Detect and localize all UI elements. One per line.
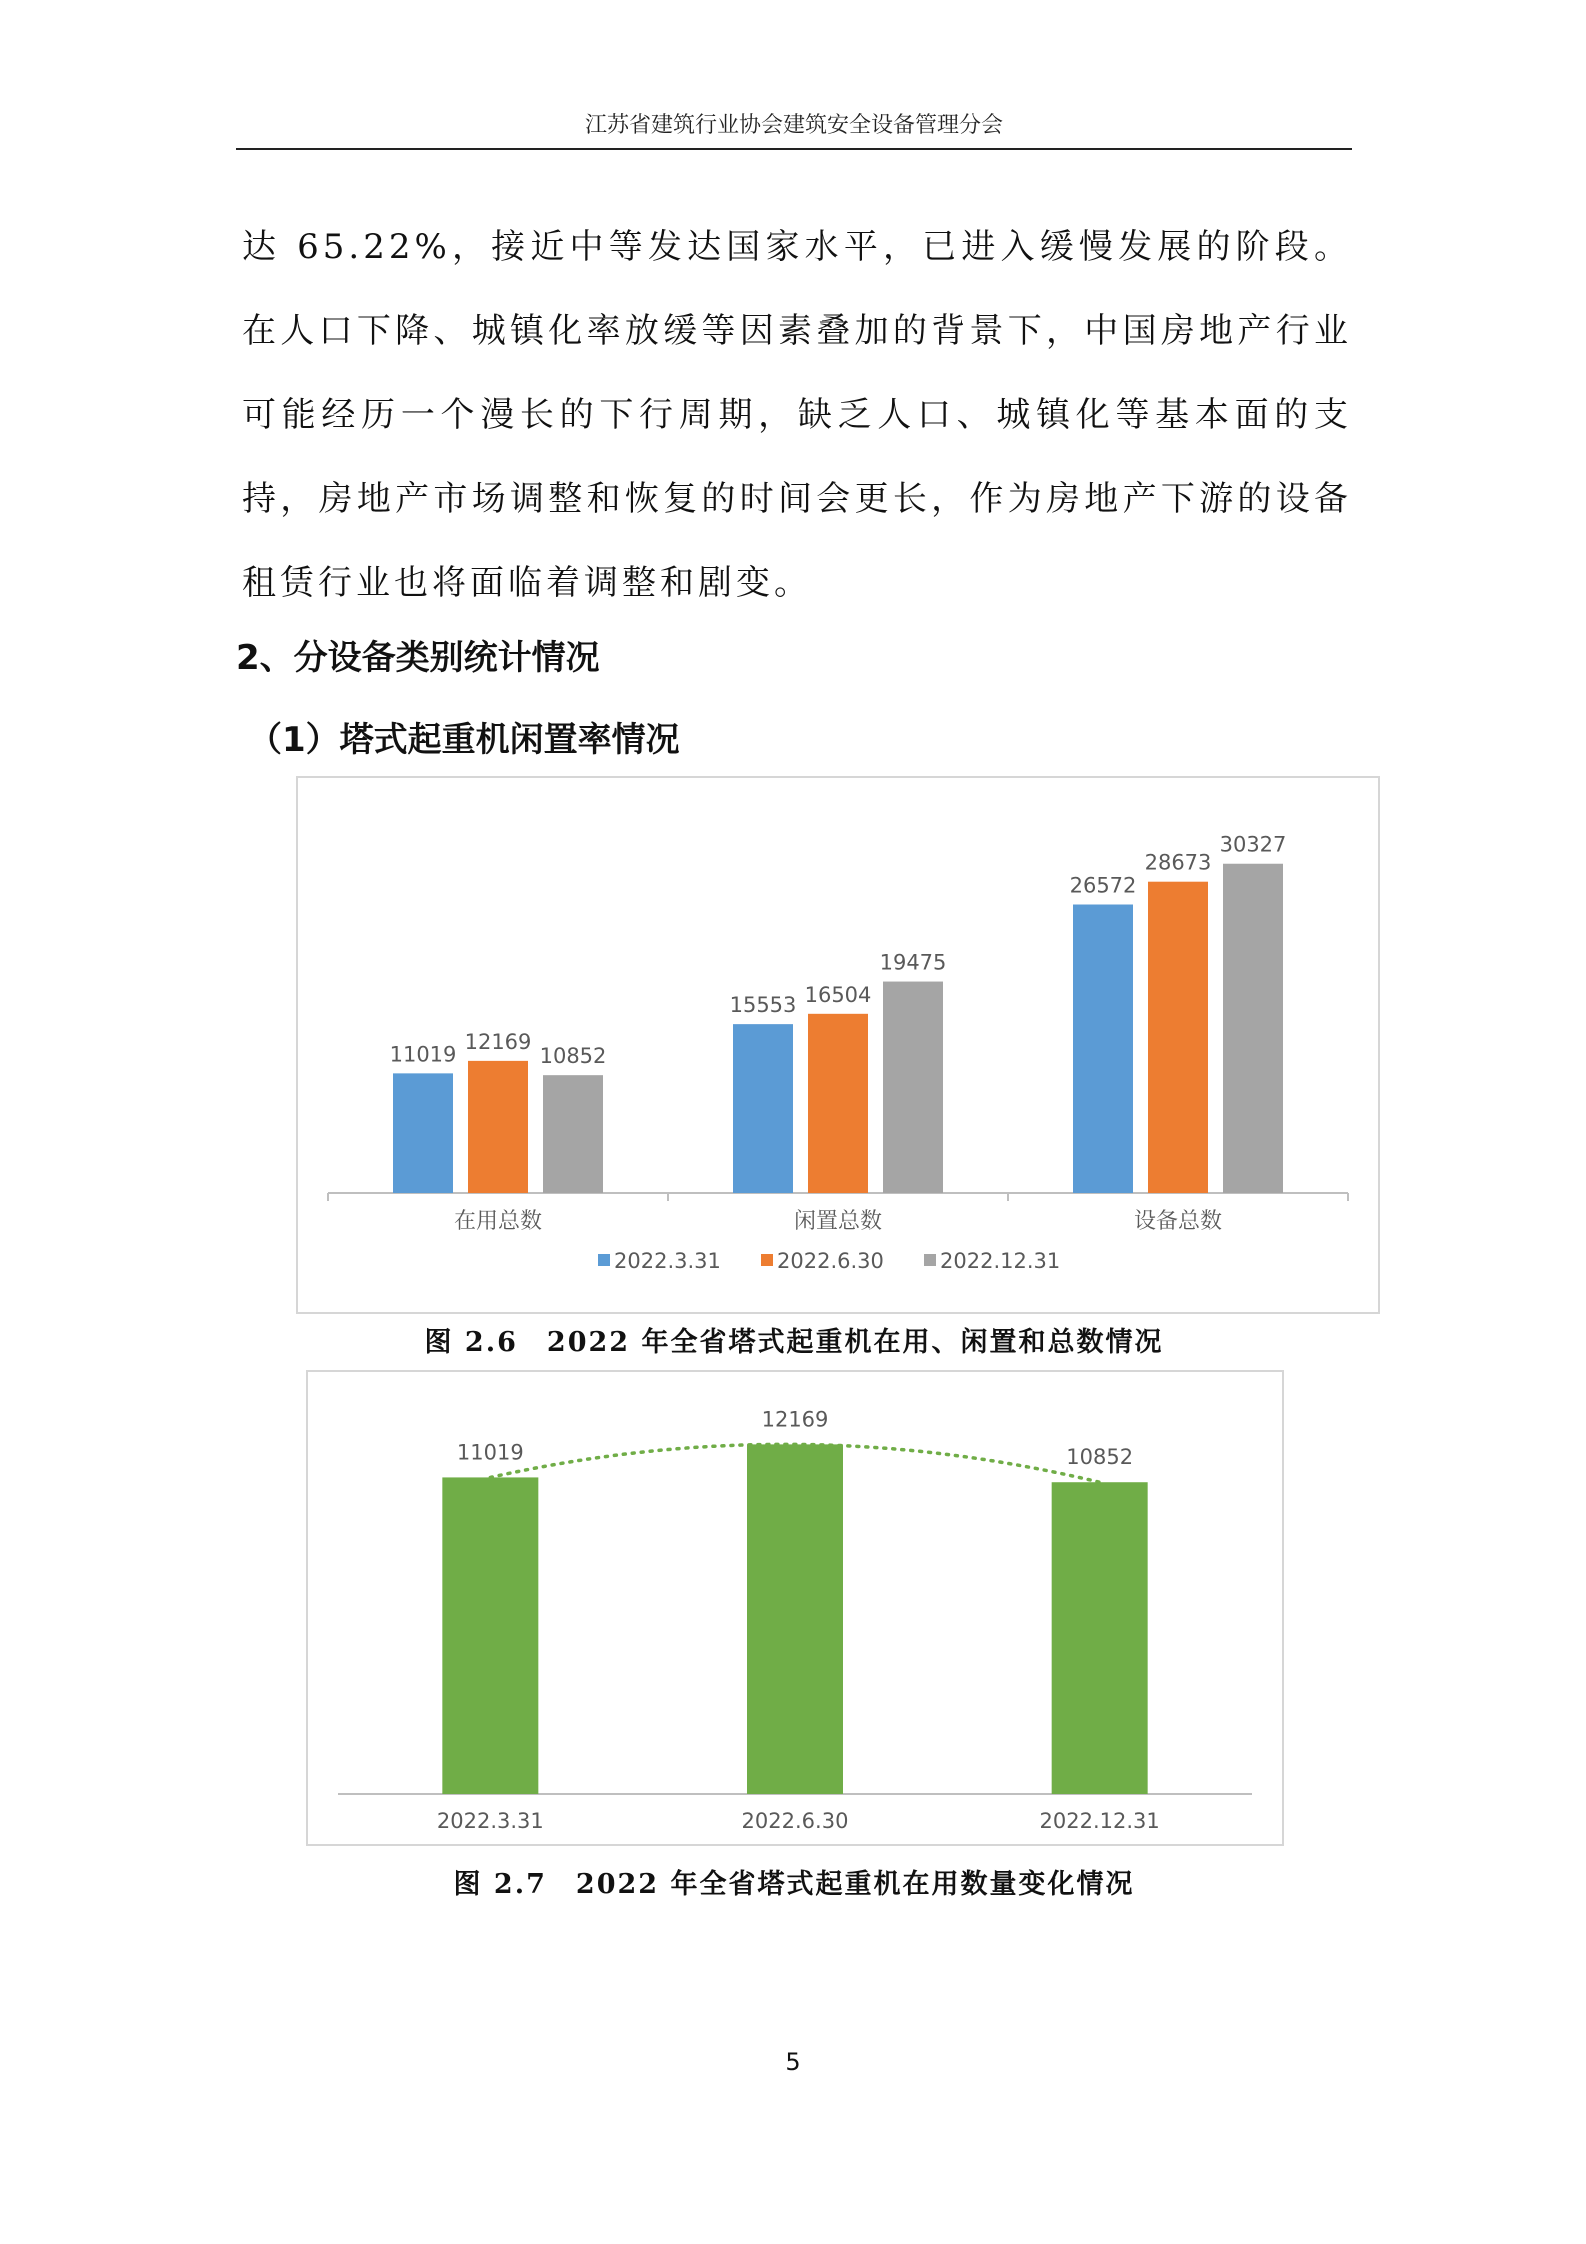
legend-swatch (924, 1254, 936, 1266)
bar (393, 1073, 453, 1193)
bar (543, 1075, 603, 1193)
chart-2-7 (308, 1372, 1282, 1844)
x-tick-label: 2022.12.31 (1039, 1809, 1160, 1833)
data-label: 10852 (1066, 1445, 1134, 1470)
header-rule (236, 148, 1352, 150)
x-tick-label: 2022.3.31 (436, 1809, 544, 1833)
bar (1223, 864, 1283, 1193)
page-header: 江苏省建筑行业协会建筑安全设备管理分会 (584, 113, 1003, 138)
x-tick-label: 闲置总数 (793, 1209, 883, 1234)
subsection-heading: （1）塔式起重机闲置率情况 (248, 720, 680, 760)
data-label: 28673 (1144, 850, 1212, 875)
x-tick-label: 2022.6.30 (741, 1809, 849, 1833)
bar (747, 1444, 843, 1794)
bar (733, 1024, 793, 1193)
x-tick-label: 设备总数 (1133, 1209, 1223, 1234)
x-tick-label: 在用总数 (453, 1209, 543, 1234)
data-label: 15553 (729, 993, 797, 1018)
data-label: 12169 (761, 1407, 829, 1432)
chart-2-7-frame (306, 1370, 1284, 1846)
legend-label: 2022.6.30 (777, 1249, 884, 1273)
body-paragraph: 达 65.22%，接近中等发达国家水平，已进入缓慢发展的阶段。在人口下降、城镇化率放缓等因素叠加的背景下，中国房地产行业可能经历一个漫长的下行周期，缺乏人口、城镇化等基本面的支持，房地产市场调整和恢复的时间会更长，作为房地产下游的设备租赁行业也将面临着调整和剧变。 (242, 227, 1352, 603)
section-heading: 2、分设备类别统计情况 (236, 638, 600, 678)
data-label: 12169 (464, 1029, 532, 1054)
bar (883, 982, 943, 1193)
data-label: 19475 (879, 950, 947, 975)
legend-label: 2022.3.31 (614, 1249, 721, 1273)
data-label: 30327 (1219, 832, 1287, 857)
figure-caption-2-7: 图 2.7 2022 年全省塔式起重机在用数量变化情况 (453, 1869, 1135, 1900)
legend-label: 2022.12.31 (940, 1249, 1061, 1273)
data-label: 10852 (539, 1044, 607, 1069)
data-label: 11019 (389, 1042, 457, 1067)
data-label: 11019 (456, 1440, 524, 1465)
chart-2-6 (298, 778, 1378, 1312)
bar (1148, 882, 1208, 1193)
bar (442, 1477, 538, 1794)
data-label: 16504 (804, 982, 872, 1007)
figure-caption-2-6: 图 2.6 2022 年全省塔式起重机在用、闲置和总数情况 (424, 1327, 1164, 1358)
legend-swatch (598, 1254, 610, 1266)
data-label: 26572 (1069, 873, 1137, 898)
legend-swatch (761, 1254, 773, 1266)
bar (1052, 1482, 1148, 1794)
bar (468, 1061, 528, 1193)
chart-2-6-frame (296, 776, 1380, 1314)
page-number: 5 (785, 2048, 801, 2076)
bar (1073, 905, 1133, 1193)
bar (808, 1014, 868, 1193)
